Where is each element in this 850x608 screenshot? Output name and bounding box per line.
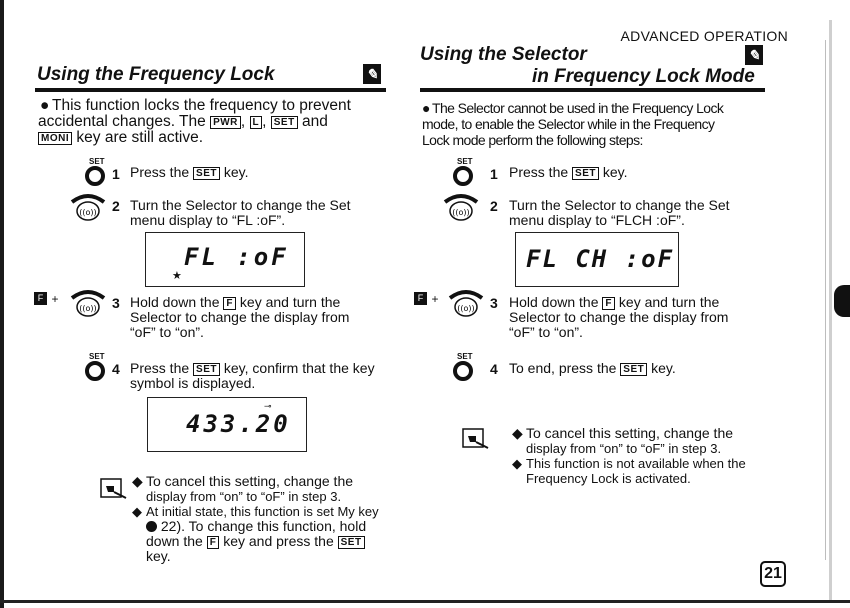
text: To end, press the [509,360,617,376]
note-line [146,519,386,534]
note-line [512,456,766,471]
text: Press the [130,164,190,180]
right-step3-text [509,295,765,340]
page-ref-icon [146,521,157,532]
right-notes [512,425,766,486]
bottom-rule [0,600,850,603]
section-header: ADVANCED OPERATION [620,28,788,44]
text: mode, to enable the Selector while in the Frequency [422,116,715,132]
lcd-display-frequency [147,397,307,452]
text: accidental changes. The [38,113,206,130]
plus-sign: + [431,291,439,306]
scan-edge-right [829,20,832,600]
plus-sign: + [51,291,59,306]
note-line [132,504,386,519]
key-lock-icon: ⊸ [264,401,272,411]
svg-text:((o)): ((o)) [79,208,97,217]
note-line [512,425,766,441]
set-button-icon [453,157,473,191]
text: Press the [509,164,569,180]
right-title-line1: Using the Selector [420,44,587,65]
right-intro [422,100,772,148]
diamond-bullet-icon: ◆ [132,473,143,489]
icon-label: SET [89,352,105,361]
f-key-icon: F [207,536,220,549]
text: Lock mode perform the following steps: [422,132,643,148]
text: Frequency Lock is activated. [526,471,691,486]
left-step2-text [130,198,386,228]
star-icon: ★ [172,270,182,282]
left-intro-line1: This function locks the frequency to prevent [52,97,351,114]
right-step1-text [509,165,628,180]
function-key-plus-dial [34,290,58,308]
set-key-icon: SET [271,116,298,129]
set-key-icon: SET [338,536,365,549]
svg-text:((o)): ((o)) [79,304,97,313]
step-number: 3 [490,295,498,311]
step-number: 1 [490,166,498,182]
f-key-icon: F [223,297,236,310]
left-step3-text [130,295,386,340]
right-title-line2: in Frequency Lock Mode [532,66,755,87]
button-press-icon [85,361,105,381]
step-number: 1 [112,166,120,182]
right-title-bar [420,88,765,92]
lcd-text: 433.20 [186,410,291,438]
step-number: 2 [112,198,120,214]
text: key, confirm that the key [223,360,375,376]
text: “oF” to “on”. [509,324,583,340]
text: Selector to change the display from [130,309,350,325]
left-step4-text [130,361,390,391]
text: This function is not available when the [526,456,746,471]
set-key-icon: SET [193,167,220,180]
set-key-icon: SET [572,167,599,180]
left-intro [38,97,392,146]
line [130,295,386,310]
left-intro-line3 [38,130,392,146]
left-title-bar [35,88,386,92]
pwr-key-icon: PWR [210,116,241,129]
right-step2-text [509,198,765,228]
icon-label: SET [457,157,473,166]
l-key-icon: L [250,116,263,129]
lcd-display-fl-of [145,232,305,287]
text: key. [146,548,171,564]
text: symbol is displayed. [130,375,256,391]
text: Turn the Selector to change the Set [509,197,730,213]
text: key. [223,164,249,180]
text: “oF” to “on”. [130,324,204,340]
set-key-icon: SET [620,363,647,376]
moni-key-icon: MONI [38,132,72,145]
note-line [146,534,386,549]
function-key-plus-dial [414,290,438,308]
step-number: 3 [112,295,120,311]
selector-dial-icon [70,194,106,227]
step-number: 4 [112,361,120,377]
line [509,295,765,310]
wrench-icon: ✎ [745,45,763,65]
thumb-index-tab [834,285,850,317]
scan-edge-left [0,0,4,608]
text: and [302,113,328,130]
selector-dial-icon [448,290,484,323]
text: key and turn the [618,294,720,310]
left-intro-line2: accidental changes. The PWR , L , SET and [38,113,328,130]
set-key-icon: SET [193,363,220,376]
diamond-bullet-icon: ◆ [512,425,523,441]
step-number: 4 [490,361,498,377]
text: key. [651,360,676,376]
text: key and turn the [239,294,341,310]
left-notes [132,473,386,564]
selector-dial-icon [443,194,479,227]
note-hand-icon [462,428,490,457]
note-line [132,473,386,489]
text: display from “on” to “oF” in step 3. [526,441,722,456]
svg-text:((o)): ((o)) [452,208,470,217]
diamond-bullet-icon: ◆ [132,504,142,519]
text: Hold down the [130,294,220,310]
lcd-text: FL CH :oF [526,245,675,273]
text: Hold down the [509,294,599,310]
text: key are still active. [76,129,204,146]
text: At initial state, this function is set My key [146,504,379,519]
right-step4-text [509,361,676,376]
svg-text:((o)): ((o)) [457,304,475,313]
bullet-icon: ● [40,97,50,114]
page-number: 21 [760,561,786,587]
set-button-icon [85,352,105,386]
left-step1-text [130,165,249,180]
scan-edge-right-inner [825,40,826,560]
wrench-icon: ✎ [363,64,381,84]
text: menu display to “FLCH :oF”. [509,212,685,228]
step-number: 2 [490,198,498,214]
left-title: Using the Frequency Lock [37,64,275,85]
text: key. [602,164,628,180]
text: To cancel this setting, change the [526,425,734,441]
set-button-icon [453,352,473,386]
text: The Selector cannot be used in the Frequency Lock [432,100,724,116]
set-button-icon [85,157,105,191]
bullet-icon: ● [422,100,430,116]
line [130,361,390,376]
f-key-icon: F [414,292,427,305]
selector-dial-icon [70,290,106,323]
diamond-bullet-icon: ◆ [512,456,522,471]
text: To cancel this setting, change the [146,473,354,489]
lcd-display-flch-of [515,232,679,287]
text: Selector to change the display from [509,309,729,325]
button-press-icon [453,361,473,381]
button-press-icon [85,166,105,186]
text: Press the [130,360,190,376]
text: menu display to “FL :oF”. [130,212,286,228]
icon-label: SET [89,157,105,166]
text: key and press the [223,533,334,549]
text: down the [146,533,203,549]
button-press-icon [453,166,473,186]
f-key-icon: F [602,297,615,310]
text: Turn the Selector to change the Set [130,197,351,213]
text: display from “on” to “oF” in step 3. [146,489,342,504]
icon-label: SET [457,352,473,361]
text: 22). To change this function, hold [160,518,367,534]
note-hand-icon [100,478,128,507]
lcd-text: FL :oF [184,243,289,271]
f-key-icon: F [34,292,47,305]
